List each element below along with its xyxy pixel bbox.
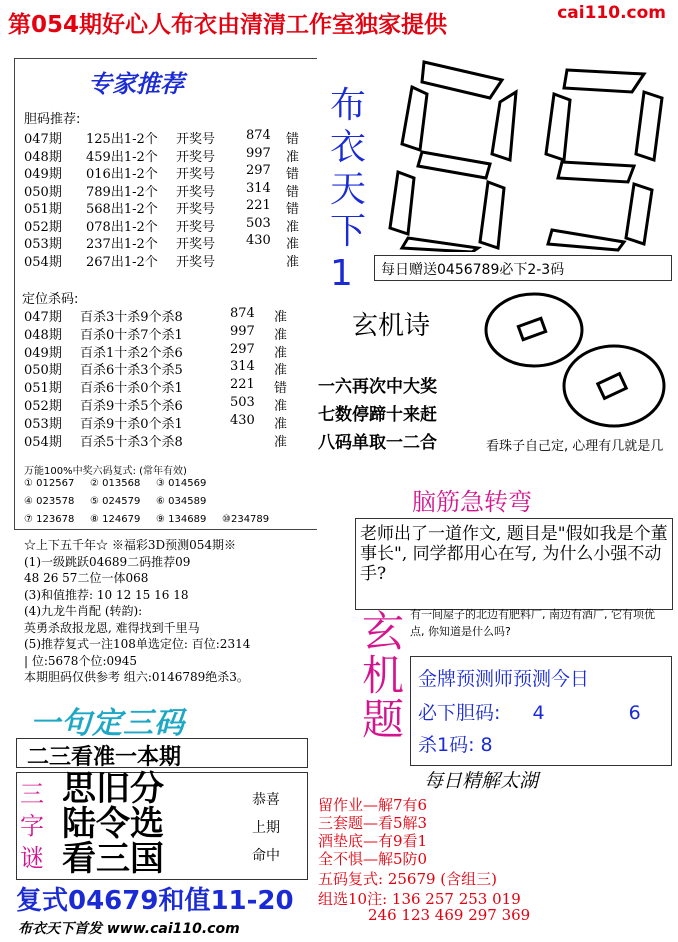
dan-code-label: 必下胆码: [418,702,501,724]
combo-item: ⑨ 134689 [156,514,207,525]
picture-caption: 看珠子自己定, 心理有几就是几 [486,439,664,454]
poem-line: 一六再次中大奖 [318,377,437,397]
period: 050期 [24,363,62,379]
taihu-title: 每日精解太湖 [424,770,539,792]
mystery-text: 有一间屋子的北边有肥料厂, 南边有酒厂, 它有项优点, 你知道是什么吗? [410,608,655,638]
congrats-line: 恭喜 [252,792,280,808]
coins-picture [482,290,668,430]
gold-line-2 [418,698,641,725]
combo-row [24,478,222,489]
pick: 百杀3十杀9个杀8 [80,310,183,325]
result: 准 [274,327,288,343]
period: 049期 [24,345,62,361]
combo-item: ⑩234789 [222,514,270,525]
pick: 568出1-2个 [86,202,158,217]
period: 054期 [24,434,62,450]
result: 准 [286,219,300,235]
period: 053期 [24,237,62,252]
period: 049期 [24,167,62,182]
combo-row [24,514,288,525]
buyi-label: 布衣天下1 [330,85,367,294]
gold-line-3: 杀1码: 8 [418,734,493,756]
result: 准 [274,363,288,379]
brain-title: 脑筋急转弯 [412,488,532,516]
forecast-line: 48 26 57二位一体068 [24,571,149,585]
draw-number: 314 [246,180,271,196]
draw-label: 开奖号 [176,132,216,147]
kill-label: 定位杀码: [22,292,79,307]
draw-label: 开奖号 [176,202,216,217]
pick: 016出1-2个 [86,167,158,182]
combo-item: ⑥ 034589 [156,496,207,507]
draw-number: 503 [230,395,255,410]
congrats-line: 上期 [252,820,280,836]
result: 准 [274,310,288,325]
combo-item: ④ 023578 [24,496,75,507]
poem-line: 七数停蹄十来赶 [318,405,437,425]
draw-number: 430 [246,233,271,248]
draw-number: 503 [246,215,271,231]
period: 052期 [24,219,62,235]
poem-line: 八码单取一二合 [318,433,437,453]
combo-item: ① 012567 [24,478,75,489]
period: 051期 [24,202,62,217]
pick: 百杀5十杀3个杀8 [80,434,183,450]
expert-title: 专家推荐 [88,70,184,98]
draw-number: 874 [230,306,255,321]
three-label: 三字谜 [20,780,44,872]
three-words [62,769,164,879]
period: 052期 [24,399,62,414]
draw-label: 开奖号 [176,184,216,200]
dan-label: 胆码推荐: [24,112,81,127]
forecast-line: (4)九龙牛肖配 (转韵): [24,604,143,618]
pick: 百杀6十杀3个杀5 [80,363,183,379]
riddle-word: 看三国 [62,839,164,879]
result: 准 [274,345,288,361]
pick: 237出1-2个 [86,237,158,252]
look-line: 二三看准一本期 [16,738,308,768]
pick: 789出1-2个 [86,184,158,200]
brain-text: 老师出了一道作文, 题目是"假如我是个董事长", 同学都用心在写, 为什么小强不动手? [360,524,668,584]
taihu-line: 留作业—解7有6 [318,796,428,814]
pick: 百杀1十杀2个杀6 [80,345,183,361]
draw-label: 开奖号 [176,237,216,252]
result: 准 [274,399,288,414]
taihu-line: 组选10注: 136 257 253 019 [318,890,521,908]
congrats [246,786,286,870]
footer: 布衣天下首发 www.cai110.com [18,921,240,937]
result: 准 [286,237,300,252]
draw-number: 297 [246,163,271,178]
result: 准 [274,416,288,432]
pick: 459出1-2个 [86,149,158,165]
draw-number: 997 [230,323,255,339]
draw-label: 开奖号 [176,149,216,165]
pick: 078出1-2个 [86,219,158,235]
forecast-line: ☆上下五千年☆ ※福彩3D预测054期※ [24,538,236,552]
riddle-word: 思旧分 [62,769,164,809]
taihu-line: 全不惧—解5防0 [318,850,428,868]
result: 错 [274,381,288,397]
sentence-title: 一句定三码 [30,706,185,741]
period: 054期 [24,254,62,270]
draw-number: 997 [246,145,271,161]
period: 048期 [24,149,62,165]
period: 047期 [24,132,62,147]
dan-code-a: 4 [532,702,545,724]
period: 048期 [24,327,62,343]
forecast-line: (3)和值推荐: 10 12 15 16 18 [24,587,189,602]
daily-gift: 每日赠送0456789必下2-3码 [374,255,672,281]
congrats-line: 命中 [252,848,280,864]
combo-item: ⑧ 124679 [90,514,141,525]
mystery-title: 玄机题 [362,607,405,744]
forecast-line: (5)推荐复式一注108单选定位: 百位:2314 [24,637,251,651]
taihu-line: 五码复式: 25679 (含组三) [318,870,498,888]
taihu-line: 三套题—看5解3 [318,814,428,832]
draw-number: 221 [230,377,255,393]
taihu-line: 酒垫底—有9看1 [318,832,428,850]
period: 050期 [24,184,62,200]
draw-label: 开奖号 [176,167,216,182]
pick: 267出1-2个 [86,254,158,270]
result: 准 [286,149,300,165]
result: 错 [286,132,300,147]
combo-item: ⑤ 024579 [90,496,141,507]
period: 053期 [24,416,62,432]
draw-number: 297 [230,341,255,357]
site-watermark: cai110.com [553,2,670,24]
forecast-line: | 位:5678个位:0945 [24,653,138,668]
forecast-line: (1)一级跳跃04689二码推荐09 [24,554,191,569]
pick: 百杀9十杀5个杀6 [80,399,183,414]
pick: 百杀9十杀0个杀1 [80,416,183,432]
gold-line-1: 金牌预测师预测今日 [418,668,590,690]
draw-number: 221 [246,198,271,213]
period: 047期 [24,310,62,325]
draw-number: 430 [230,412,255,428]
big-number-graphic [382,52,672,252]
page-title: 第054期好心人布衣由清清工作室独家提供 [8,12,448,38]
draw-label: 开奖号 [176,219,216,235]
pick: 125出1-2个 [86,132,158,147]
combo-line: 复式04679和值11-20 [16,886,294,916]
pick: 百杀6十杀0个杀1 [80,381,183,397]
poem-title: 玄机诗 [352,311,431,341]
draw-label: 开奖号 [176,254,216,270]
combo-item: ② 013568 [90,478,141,489]
result: 错 [286,184,300,200]
taihu-line: 246 123 469 297 369 [368,906,531,924]
draw-number: 874 [246,128,271,143]
result: 错 [286,167,300,182]
combo-item: ③ 014569 [156,478,207,489]
pick: 百杀0十杀7个杀1 [80,327,183,343]
result: 准 [274,434,288,450]
dan-code-b: 6 [628,702,641,724]
period: 051期 [24,381,62,397]
combo-title: 万能100%中奖六码复式: (常年有效) [24,466,187,477]
combo-item: ⑦ 123678 [24,514,75,525]
draw-number: 314 [230,359,255,375]
result: 错 [286,202,300,217]
forecast-line: 本期胆码仅供参考 组六:0146789绝杀3。 [24,670,249,684]
forecast-line: 英勇杀敌报龙恩, 难得找到千里马 [24,620,200,635]
result: 准 [286,254,300,270]
riddle-word: 陆令选 [62,804,164,844]
combo-row [24,496,222,507]
